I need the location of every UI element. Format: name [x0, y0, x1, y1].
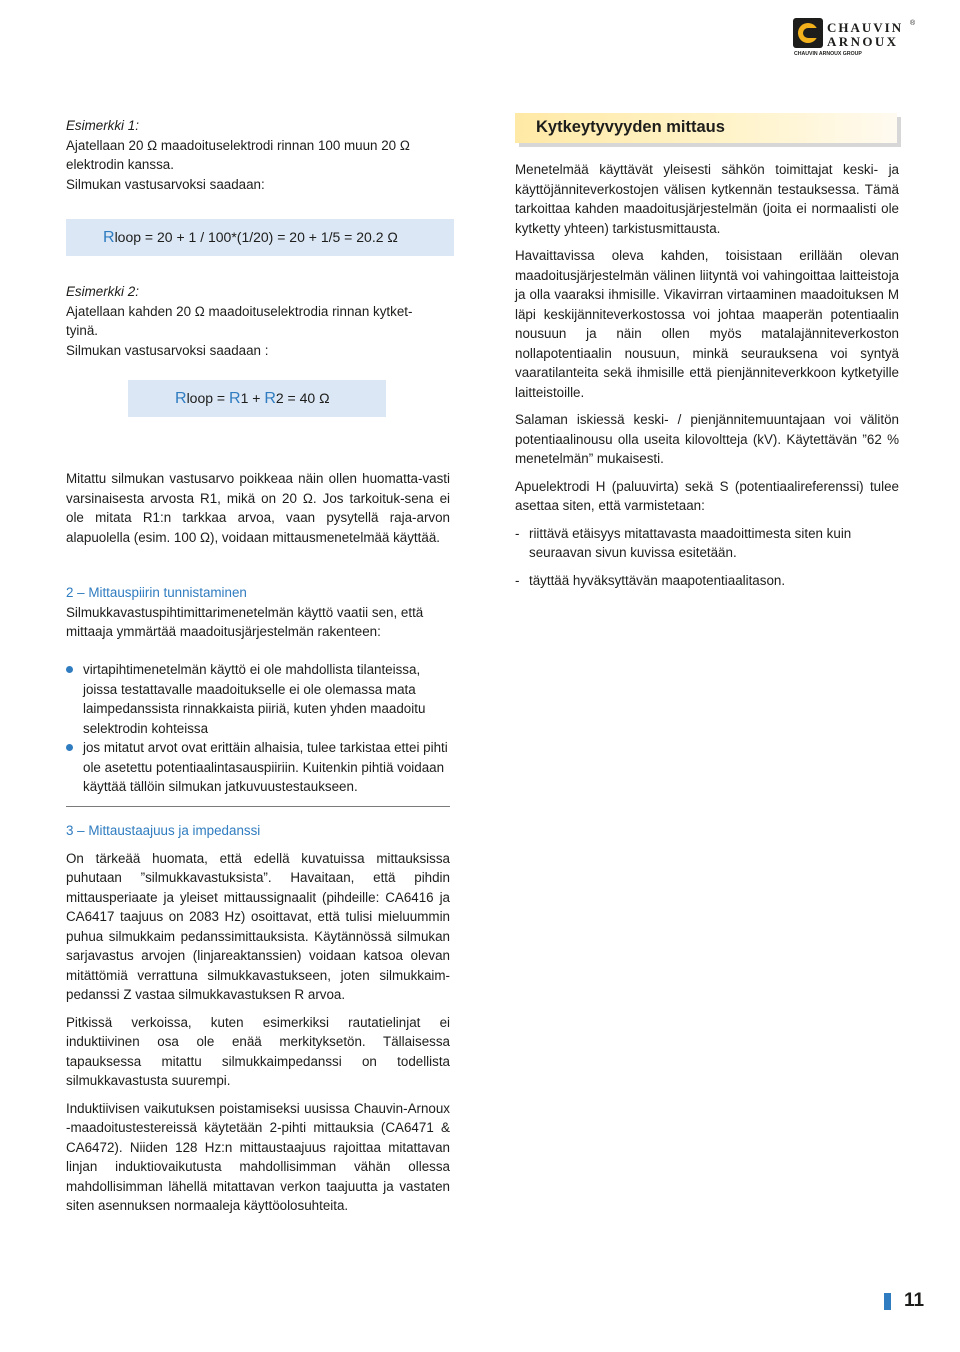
right-paragraph1: Menetelmää käyttävät yleisesti sähkön toimittajat keski- ja käyttöjänniteverkostojen välisen kytkennän testauksessa. Tämä tarkoittaa kahden maadoitusjärjestelmän (joita ei normaalisti ole kytketty yhteen) tarkistusmittausta.	[515, 162, 899, 236]
formula2-t2: 1 +	[240, 390, 265, 406]
section2-block	[66, 583, 450, 642]
formula2-t3: 2 = 40 Ω	[275, 390, 330, 406]
right-column	[515, 160, 899, 590]
dash-bullet: -	[515, 525, 520, 541]
result-paragraph: Mitattu silmukan vastusarvo poikkeaa näin ollen huomatta-vasti varsinaisesta arvosta R1, mikä on 20 Ω. Jos tarkoituk-sena ei ole mitata R1:n tarkkaa arvoa, vaan pysytellä raja-arvon alapuolella (esim. 100 Ω), voidaan mittausmenetelmää käyttää.	[66, 471, 450, 545]
list-item	[66, 738, 450, 797]
right-paragraph4: Apuelektrodi H (paluuvirta) sekä S (potentiaalireferenssi) tulee asettaa siten, että varmistetaan:	[515, 478, 899, 513]
section3-paragraph1: On tärkeää huomata, että edellä kuvatuissa mittauksissa puhutaan ”silmukkavastuksista”. Havaitaan, että pihdin mittausperiaate ja yleiset mittaussignaalit (pihdeille: CA6416 ja CA6417 taajuus on 2083 Hz) osoittavat, että tulisi mieluummin puhua silmukkaim pedanssimittauksista. Käytännössä silmukan sarjavastus arvojen (linjareaktanssien) voidaan katsoa olevan mitättömiä verrattuna silmukkavastukseen, joten silmukkaim-pedanssi Z vastaa silmukkavastuksen R arvoa.	[66, 850, 450, 1002]
formula2-t1: loop =	[186, 390, 229, 406]
banner-title: Kytkeytyvyyden mittaus	[536, 118, 725, 136]
example2-line3: Silmukan vastusarvoksi saadaan :	[66, 342, 269, 358]
list-item	[515, 571, 899, 591]
section-banner	[515, 113, 897, 143]
divider	[66, 806, 450, 807]
result-paragraph-block	[66, 469, 450, 547]
section2-text: Silmukkavastuspihtimittarimenetelmän käyttö vaatii sen, että mittaaja ymmärtää maadoitusjärjestelmän rakenteen:	[66, 604, 424, 639]
right-paragraph2: Havaittavissa oleva kahden, toisistaan erillään olevan maadoitusjärjestelmän välinen liityntä voi vahingoittaa laitteistoja ja olla vaaraksi ihmisille. Vikavirran virtaaminen maadoituksen M läpi keskijänniteverkostossa voi johtaa maaperän potentiaalin nousuun ja näin ollen myös matalajänniteverkoston nollapotentiaalin nousuun, minkä seurauksena voi syntyä vaaratilanteita sekä ihmisille että pienjänniteverkkoon kytketyille laitteistoille.	[515, 248, 899, 400]
section3-paragraph2: Pitkissä verkoissa, kuten esimerkiksi rautatielinjat ei induktiivinen osa ole enää merkityksetön. Tällaisessa tapauksessa mitattu silmukkaimpedanssi on todellista silmukkavastusta suurempi.	[66, 1014, 450, 1088]
section2-title: 2 – Mittauspiirin tunnistaminen	[66, 585, 247, 600]
right-paragraph3: Salaman iskiessä keski- / pienjännitemuuntajaan voi välitön potentiaalinousu olla useita kilovoltteja (kV). Käytettävän ”62 % menetelmän” mukaisesti.	[515, 412, 899, 466]
dash-list	[515, 524, 899, 591]
formula1-R: R	[103, 229, 115, 246]
section3-paragraph3: Induktiivisen vaikutuksen poistamiseksi uusissa Chauvin-Arnoux -maadoitustestereissä käytetään 2-pihti mittauksia (CA6471 & CA6472). Niiden 128 Hz:n mittaustaajuus rajoittaa mitattavan linjan induktiovaikutusta mahdollisimman vähän ollessa mahdollisimman lähellä mitattavan verkon taajuutta ja vastaten siten asennuksen normaaleja käyttöolosuhteita.	[66, 1100, 450, 1213]
list-item	[515, 524, 899, 563]
formula1-text: loop = 20 + 1 / 100*(1/20) = 20 + 1/5 = 20.2 Ω	[114, 229, 398, 245]
formula2-R-loop: R	[175, 390, 187, 407]
section3-block	[66, 821, 450, 1216]
example1-line3: Silmukan vastusarvoksi saadaan:	[66, 176, 265, 192]
logo-registered: ®	[910, 20, 916, 27]
example2-line1: Ajatellaan kahden 20 Ω maadoituselektrodia rinnan kytket-	[66, 303, 413, 319]
example2-title: Esimerkki 2:	[66, 284, 139, 299]
logo-line1: CHAUVIN	[827, 20, 904, 35]
left-column	[66, 116, 450, 194]
section3-title: 3 – Mittaustaajuus ja impedanssi	[66, 823, 261, 838]
dash-text: riittävä etäisyys mitattavasta maadoittimesta siten kuin seuraavan sivun kuvissa esitetään.	[529, 525, 852, 560]
bullet-text: virtapihtimenetelmän käyttö ei ole mahdollista tilanteissa, joissa testattavalle maadoitukselle ei ole olemassa mata laimpedanssista rinnakkaista piiriä, kuten yhden maadoitu selektrodin kohteissa	[83, 662, 426, 736]
example1-line1: Ajatellaan 20 Ω maadoituselektrodi rinnan 100 muun 20 Ω	[66, 137, 410, 153]
formula-example2	[128, 380, 386, 417]
bullet-list	[66, 660, 450, 797]
list-item	[66, 660, 450, 738]
logo-line2: ARNOUX	[827, 34, 899, 49]
dash-text: täyttää hyväksyttävän maapotentiaalitason.	[529, 572, 786, 588]
example2-block	[66, 282, 450, 360]
logo-group: CHAUVIN ARNOUX GROUP	[794, 51, 862, 56]
example2-line2: tyinä.	[66, 323, 99, 338]
chauvin-arnoux-logo	[793, 16, 916, 56]
page-number-text: 11	[904, 1290, 925, 1311]
formula2-R2: R	[264, 390, 276, 407]
bullet-dot-icon	[66, 666, 73, 673]
example1-title: Esimerkki 1:	[66, 118, 139, 133]
bullet-dot-icon	[66, 744, 73, 751]
bullet-list-block	[66, 660, 450, 797]
formula-example1	[66, 219, 454, 256]
bullet-text: jos mitatut arvot ovat erittäin alhaisia, tulee tarkistaa ettei pihti ole asetettu potentiaalintasauspiiriin. Kuitenkin pihtiä voidaan käyttää tällöin silmukan jatkuvuustestaukseen.	[83, 740, 448, 794]
page-number-marker	[884, 1293, 891, 1310]
formula2-R1: R	[229, 390, 241, 407]
dash-bullet: -	[515, 572, 520, 588]
example1-line2: elektrodin kanssa.	[66, 157, 174, 172]
